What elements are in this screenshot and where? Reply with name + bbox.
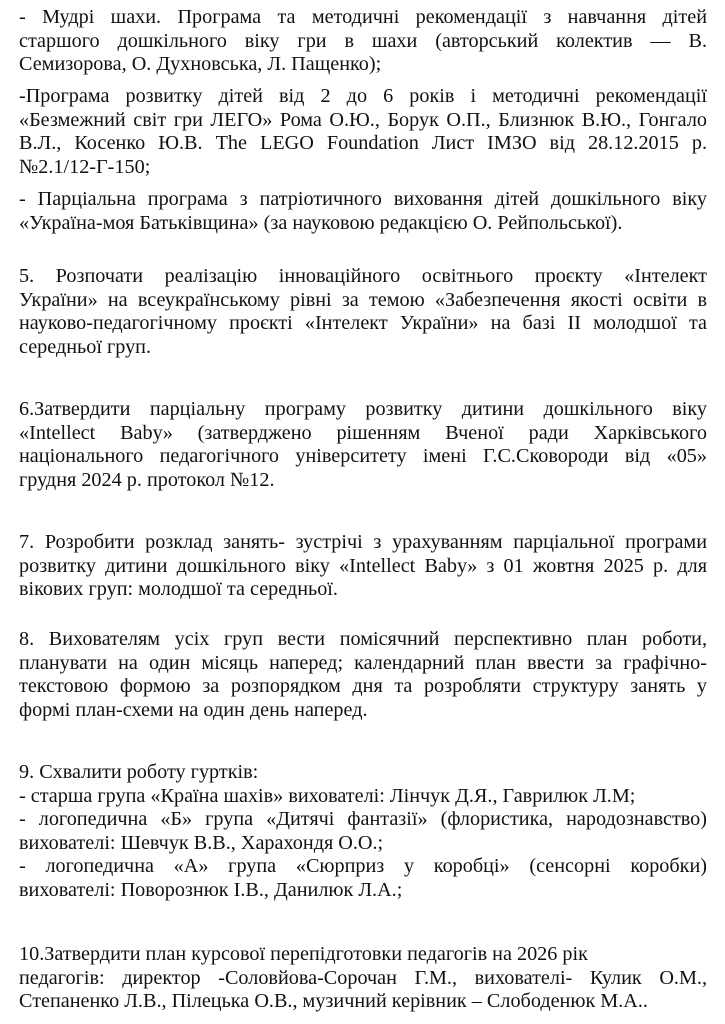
text-line: 9. Схвалити роботу гуртків: xyxy=(19,761,259,783)
paragraph-item-6 xyxy=(19,398,707,492)
text-line: науково-педагогічному проєкті «Інтелект України» на базі ІІ молодшої та xyxy=(19,312,707,335)
text-line: старшого дошкільного віку гри в шахи (авторський колектив — В. xyxy=(19,29,707,52)
text-line: України» на всеукраїнському рівні за темою «Забезпечення якості освіти в xyxy=(19,288,707,311)
text-line: 10.Затвердити план курсової перепідготовки педагогів на 2026 рік xyxy=(19,943,588,965)
text-line: середньої груп. xyxy=(19,335,152,358)
text-line: «Безмежний світ гри ЛЕГО» Рома О.Ю., Борук О.П., Близнюк В.Ю., Гонгало xyxy=(19,108,707,131)
paragraph-item-8 xyxy=(19,628,707,722)
text-line: педагогів: директор -Соловйова-Сорочан Г.М., вихователі- Кулик О.М., xyxy=(19,966,707,989)
text-line: - Парціальна програма з патріотичного виховання дітей дошкільного віку xyxy=(19,188,707,210)
paragraph-lego-program xyxy=(19,85,707,179)
text-line: В.Л., Косенко Ю.В. The LEGO Foundation Лист ІМЗО від 28.12.2015 р. xyxy=(19,132,707,155)
text-line: 6.Затвердити парціальну програму розвитку дитини дошкільного віку xyxy=(19,398,707,420)
text-line: Семизорова, О. Духновська, Л. Пащенко); xyxy=(19,53,382,76)
text-line: Степаненко Л.В., Пілецька О.В., музичний керівник – Слободенюк М.А.. xyxy=(19,990,648,1013)
text-line: - логопедична «Б» група «Дитячі фантазії» (флористика, народознавство) xyxy=(19,808,707,831)
text-line: №2.1/12-Г-150; xyxy=(19,155,151,178)
text-line: - логопедична «А» група «Сюрприз у коробці» (сенсорні коробки) xyxy=(19,855,707,878)
paragraph-item-10 xyxy=(19,943,707,1014)
text-line: формі план-схеми на один день наперед. xyxy=(19,698,368,721)
text-line: розвитку дитини дошкільного віку «Intellect Baby» з 01 жовтня 2025 р. для xyxy=(19,554,707,577)
text-line: вихователі: Поворознюк І.В., Данилюк Л.А.; xyxy=(19,878,403,901)
text-line: вікових груп: молодшої та середньої. xyxy=(19,578,338,601)
text-line: грудня 2024 р. протокол №12. xyxy=(19,468,275,491)
text-line: 7. Розробити розклад занять- зустрічі з урахуванням парціальної програми xyxy=(19,531,707,553)
text-line: національного педагогічного університету імені Г.С.Сковороди від «05» xyxy=(19,445,707,468)
text-line: вихователі: Шевчук В.В., Харахондя О.О.; xyxy=(19,831,384,854)
text-line: - Мудрі шахи. Програма та методичні рекомендації з навчання дітей xyxy=(19,6,707,28)
text-line: текстовою формою за розпорядком дня та розробляти структуру занять у xyxy=(19,675,707,698)
text-line: «Intellect Baby» (затверджено рішенням Вченої ради Харківського xyxy=(19,421,707,444)
text-line: «Україна-моя Батьківщина» (за науковою редакцією О. Рейпольської). xyxy=(19,211,623,234)
text-line: - старша група «Країна шахів» вихователі: Лінчук Д.Я., Гаврилюк Л.М; xyxy=(19,784,636,807)
text-line: планувати на один місяць наперед; календарний план ввести за графічно- xyxy=(19,651,707,674)
paragraph-item-7 xyxy=(19,531,707,602)
text-line: 8. Вихователям усіх груп вести помісячний перспективно план роботи, xyxy=(19,628,707,650)
paragraph-item-9 xyxy=(19,761,707,903)
text-line: 5. Розпочати реалізацію інноваційного освітнього проєкту «Інтелект xyxy=(19,265,707,287)
paragraph-chess-program xyxy=(19,6,707,77)
paragraph-patriotic-program xyxy=(19,188,707,235)
text-line: -Програма розвитку дітей від 2 до 6 років і методичні рекомендації xyxy=(19,85,707,107)
paragraph-item-5 xyxy=(19,265,707,359)
